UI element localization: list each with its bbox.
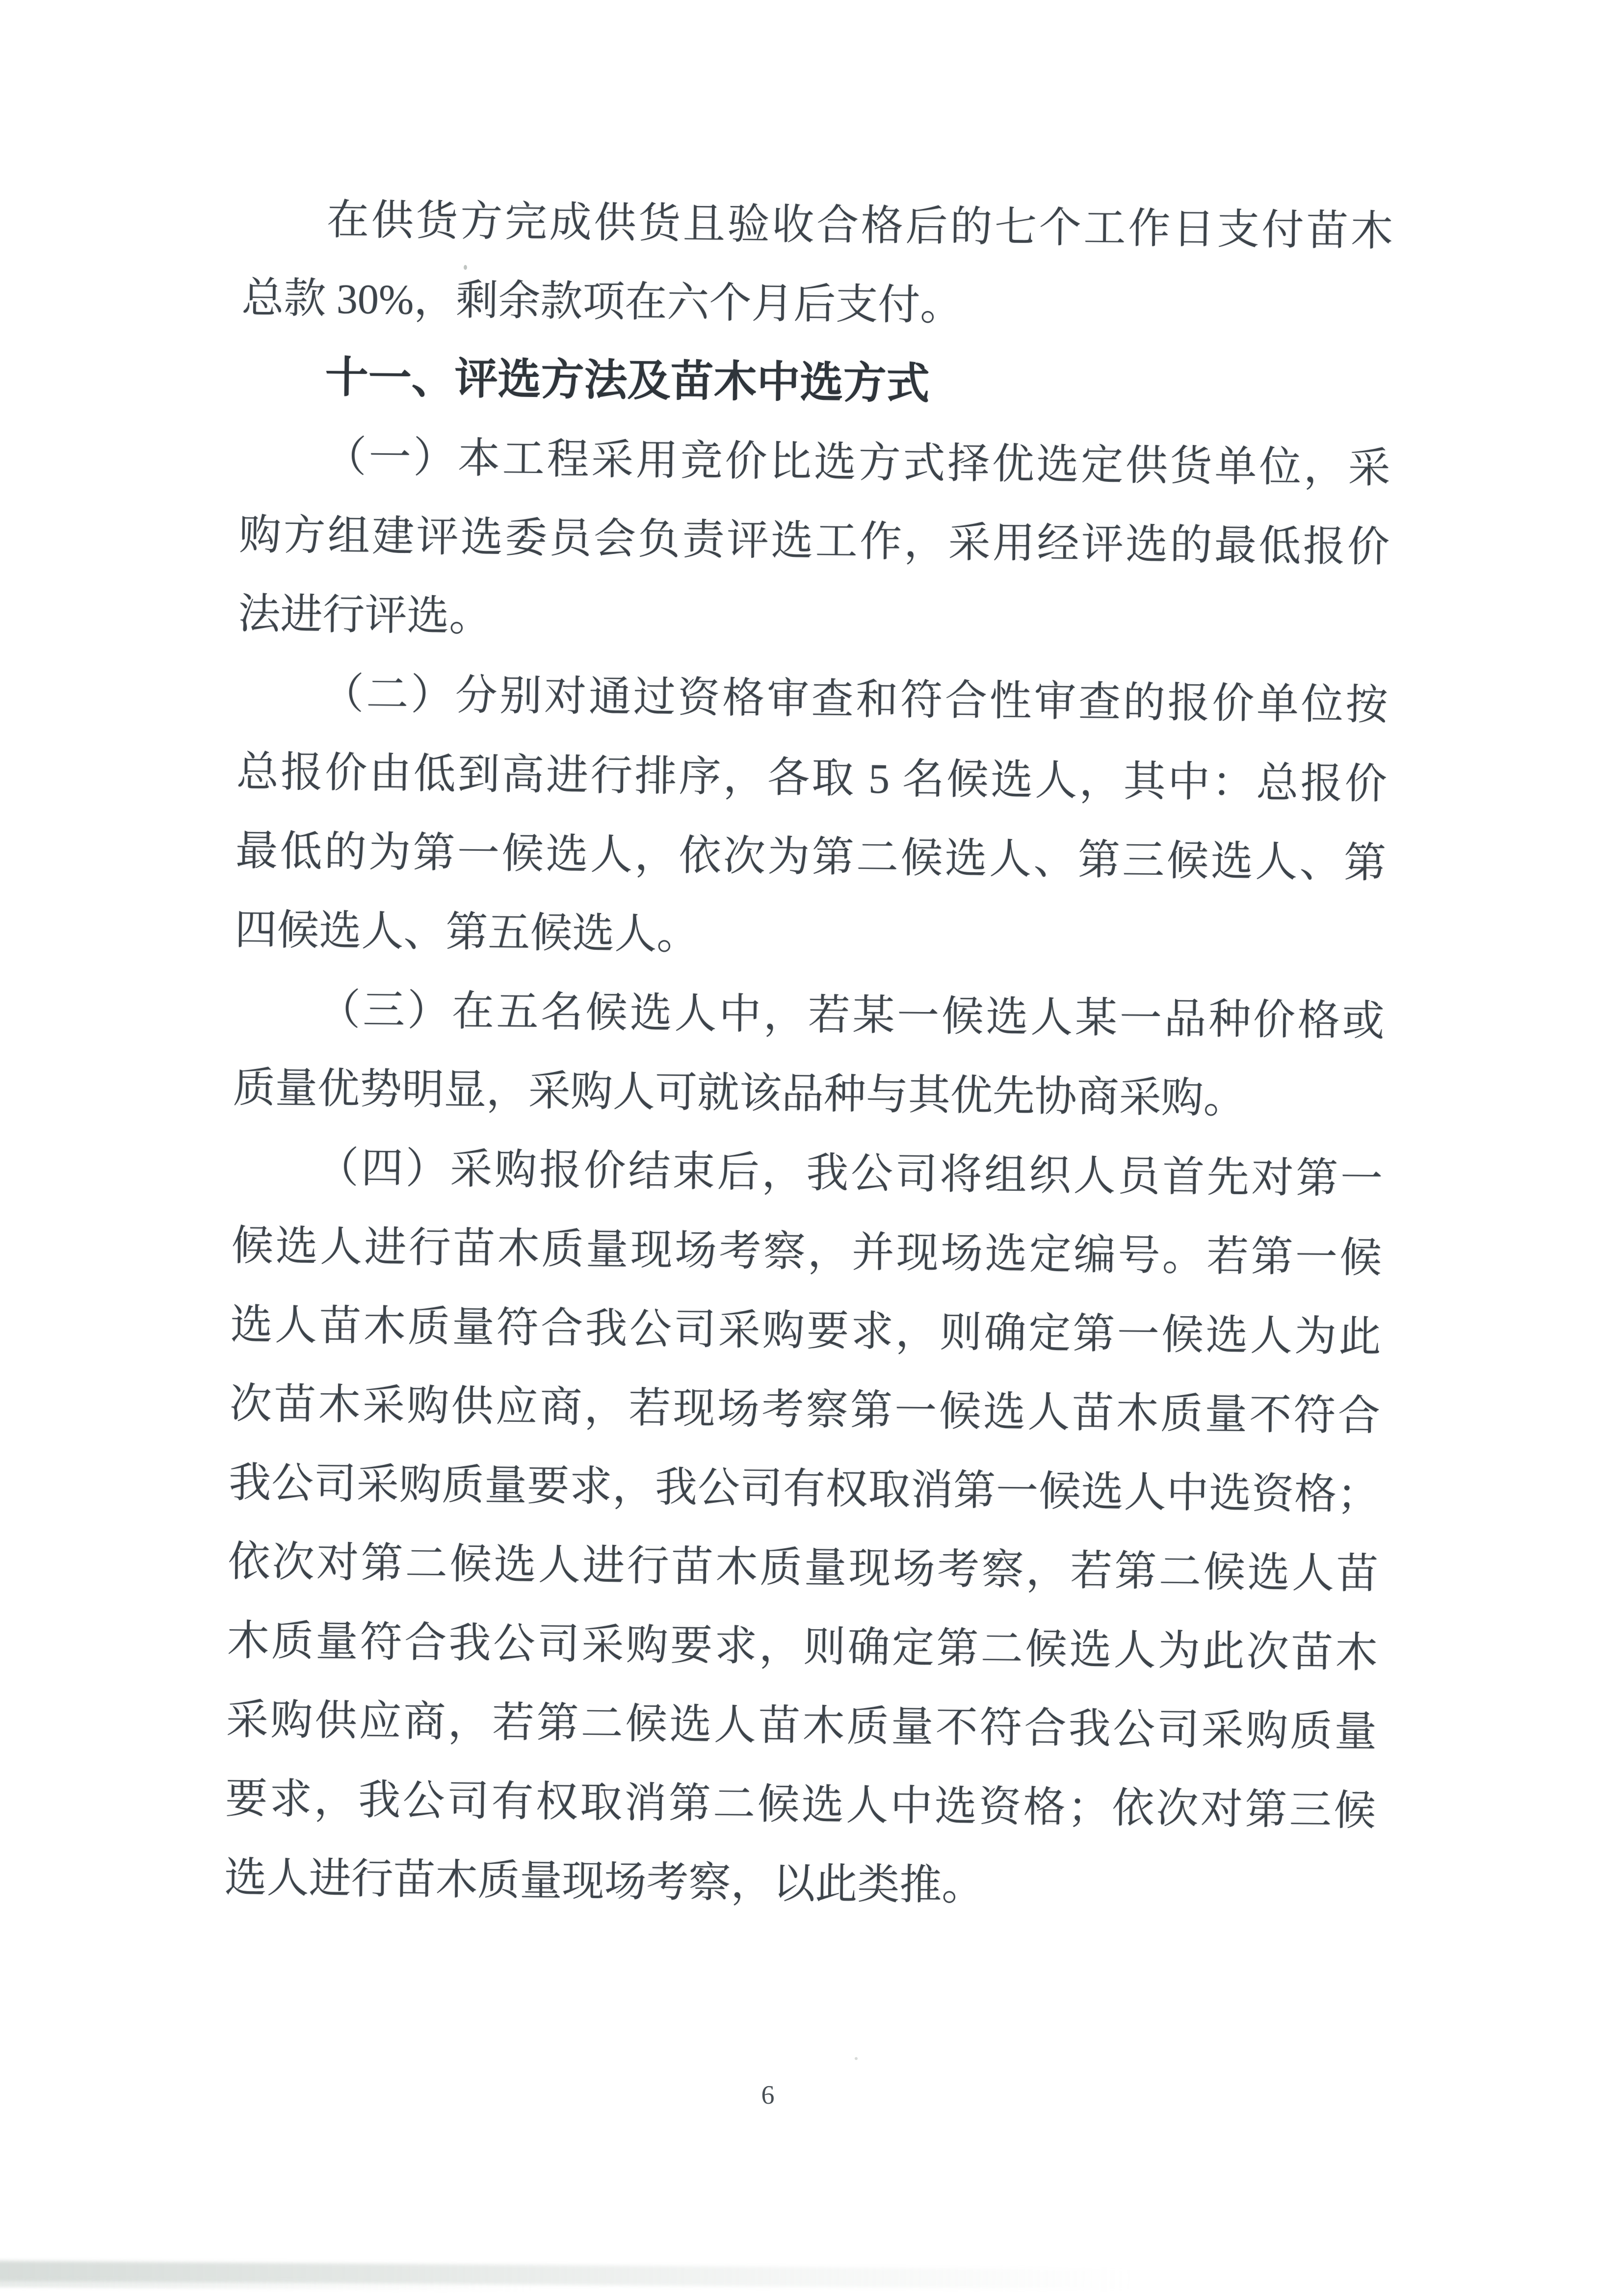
text-line: 在供货方完成供货且验收合格后的七个工作日支付苗木 [326,196,1393,255]
text-line: （一）本工程采用竞价比选方式择优选定供货单位，采 [324,433,1391,492]
text-line: 四候选人、第五候选人。 [234,906,699,959]
text-line: 我公司采购质量要求，我公司有权取消第一候选人中选资格； [228,1459,1380,1519]
text-line: 购方组建评选委员会负责评选工作，采用经评选的最低报价 [238,511,1390,571]
text-line: 法进行评选。 [237,590,492,640]
text-line: （四）采购报价结束后，我公司将组织人员首先对第一 [316,1144,1383,1203]
document-text-block [224,180,1393,1930]
text-line: 选人进行苗木质量现场考察，以此类推。 [224,1853,984,1909]
text-line: 候选人进行苗木质量现场考察，并现场选定编号。若第一候 [231,1222,1382,1282]
text-line: 总报价由低到高进行排序，各取 5 名候选人，其中：总报价 [236,748,1388,808]
scan-speck-artifact [464,265,467,270]
text-line: 木质量符合我公司采购要求，则确定第二候选人为此次苗木 [227,1617,1378,1677]
text-line: 最低的为第一候选人，依次为第二候选人、第三候选人、第 [235,827,1387,887]
text-line: 采购供应商，若第二候选人苗木质量不符合我公司采购质量 [226,1696,1377,1756]
text-line: （二）分别对通过资格审查和符合性审查的报价单位按 [321,670,1388,729]
scan-speck-artifact [855,2057,858,2060]
text-line: （三）在五名候选人中，若某一候选人某一品种价格或 [318,986,1385,1045]
page-number: 6 [761,2080,775,2110]
text-line: 质量优势明显，采购人可就该品种与其优先协商采购。 [233,1064,1246,1122]
paragraph-clause-four [224,1127,1383,1930]
paragraph-clause-three [233,969,1385,1140]
text-line: 依次对第二候选人进行苗木质量现场考察，若第二候选人苗 [227,1538,1379,1598]
text-line: 次苗木采购供应商，若现场考察第一候选人苗木质量不符合 [229,1380,1381,1440]
text-line: 要求，我公司有权取消第二候选人中选资格；依次对第三候 [225,1774,1376,1835]
text-line: 选人苗木质量符合我公司采购要求，则确定第一候选人为此 [230,1301,1382,1361]
text-line: 总款 30%，剩余款项在六个月后支付。 [241,274,963,329]
section-heading: 十一、评选方法及苗木中选方式 [325,354,930,409]
paragraph-clause-one [238,417,1391,666]
paragraph-clause-two [235,653,1388,982]
paragraph-payment-terms [241,180,1393,350]
